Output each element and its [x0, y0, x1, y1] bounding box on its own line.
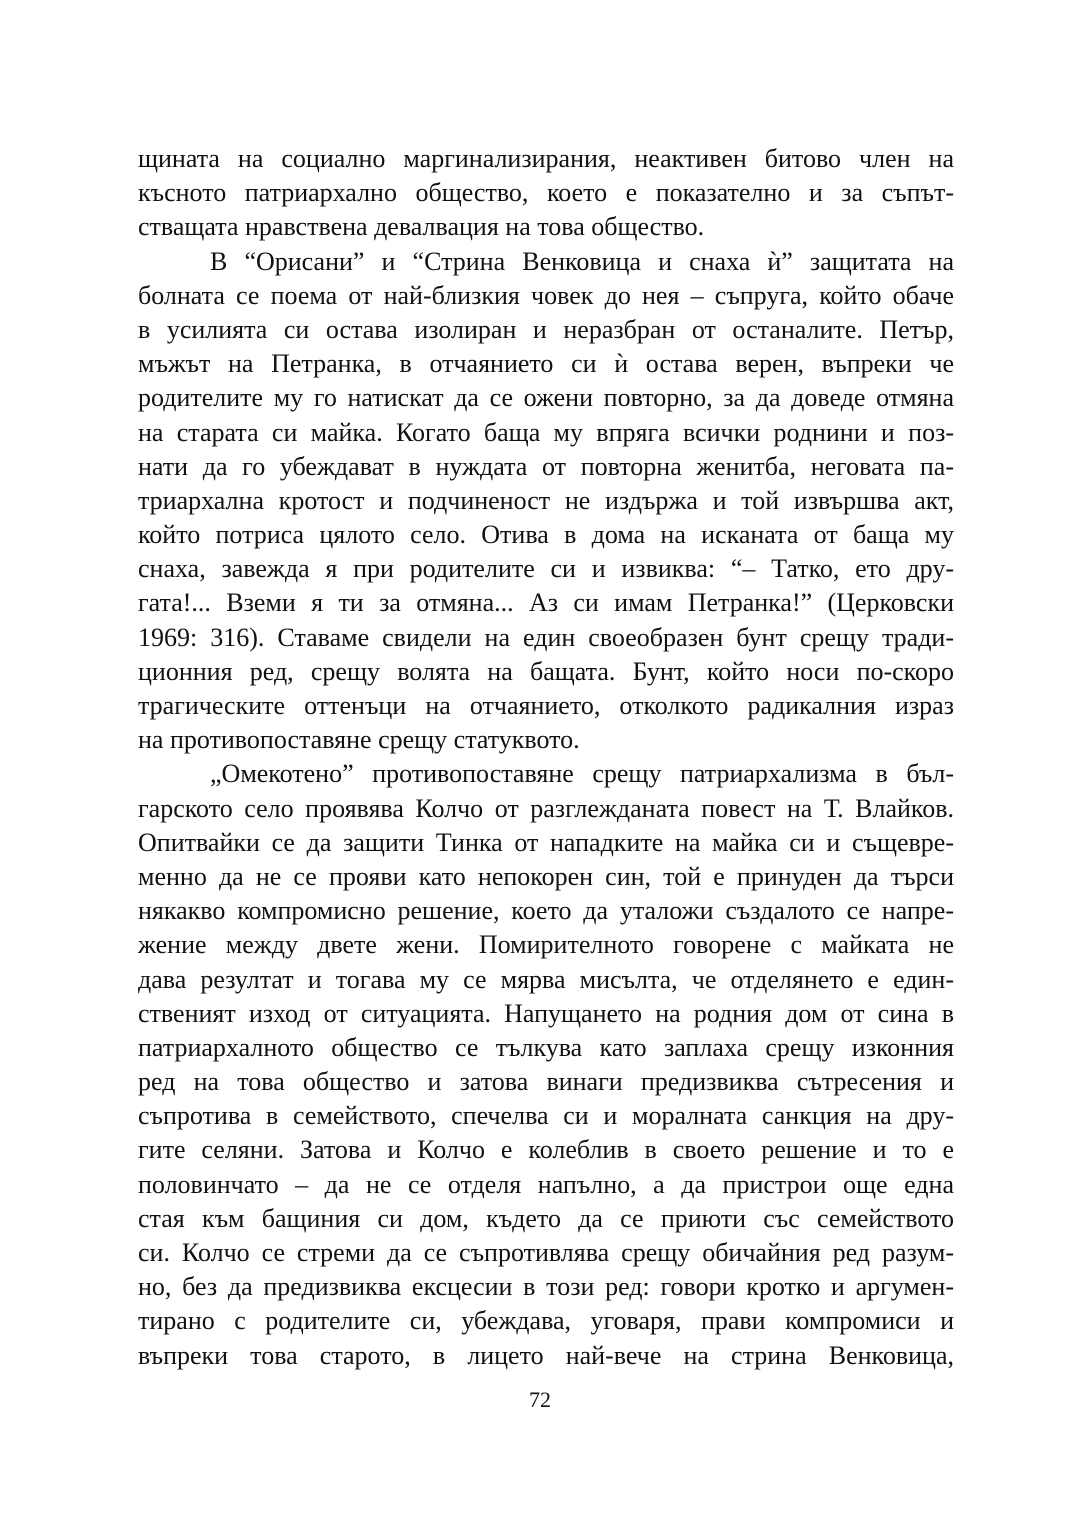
text-line: ственият изход от ситуацията. Напущането на родния дом от сина в: [138, 998, 954, 1028]
text-line: стващата нравствена девалвация на това общество.: [138, 212, 705, 242]
text-line: трагическите оттенъци на отчаянието, отколкото радикалния израз: [138, 691, 954, 720]
text-line: болната се поема от най-близкия човек до нея – съпруга, който обаче: [138, 280, 954, 310]
text-line: половинчато – да не се отделя напълно, а да пристрои още една: [138, 1169, 954, 1199]
text-line: но, без да предизвиква ексцесии в този ред: говори кротко и аргумен-: [138, 1272, 954, 1302]
text-line: гарското село проявява Колчо от разглежданата повест на Т. Влайков.: [138, 793, 954, 823]
text-line: в усилията си остава изолиран и неразбран от останалите. Петър,: [138, 314, 954, 344]
paragraph-start-line: В “Орисани” и “Стрина Венковица и снаха ѝ” защитата на: [210, 246, 954, 276]
text-line: гата!... Вземи я ти за отмяна... Аз си имам Петранка!” (Церковски: [138, 588, 954, 618]
text-line: си. Колчо се стреми да се съпротивлява срещу обичайния ред разум-: [138, 1238, 954, 1267]
text-line: ционния ред, срещу волята на бащата. Бунт, който носи по-скоро: [138, 656, 954, 686]
text-line: нати да го убеждават в нуждата от повторна женитба, неговата па-: [138, 451, 954, 481]
text-line: снаха, завежда я при родителите си и извиква: “– Татко, ето дру-: [138, 554, 954, 584]
text-line: който потриса цялото село. Отива в дома на исканата от баща му: [138, 520, 954, 550]
text-line: родителите му го натискат да се ожени повторно, за да доведе отмяна: [138, 383, 954, 413]
text-line: късното патриархално общество, което е показателно и за съпът-: [138, 178, 954, 208]
text-line: жение между двете жени. Помирителното говорене с майката не: [138, 930, 954, 960]
page-number: 72: [529, 1387, 551, 1412]
text-line: триархална кротост и подчиненост не издържа и той извършва акт,: [138, 485, 954, 515]
text-line: на противопоставяне срещу статуквото.: [138, 725, 580, 755]
text-line: дава резултат и тогава му се мярва мисълта, че отделянето е един-: [138, 964, 954, 994]
text-line: ред на това общество и затова винаги предизвиква сътресения и: [138, 1067, 954, 1097]
text-line: менно да не се прояви като непокорен син, той е принуден да търси: [138, 861, 954, 891]
text-line: 1969: 316). Ставаме свидели на един своеобразен бунт срещу тради-: [138, 622, 954, 652]
text-line: гите селяни. Затова и Колчо е колеблив в своето решение и то е: [138, 1135, 954, 1165]
text-line: съпротива в семейството, спечелва си и моралната санкция на дру-: [138, 1101, 954, 1131]
text-line: на старата си майка. Когато баща му впряга всички роднини и поз-: [138, 417, 954, 447]
text-line: някакво компромисно решение, което да уталожи създалото се напре-: [138, 896, 954, 926]
text-line: Опитвайки се да защити Тинка от нападките на майка си и същевре-: [138, 827, 954, 857]
body-text: [138, 142, 954, 1373]
text-line: мъжът на Петранка, в отчаянието си ѝ остава верен, въпреки че: [138, 349, 954, 379]
text-line: стая към бащиния си дом, където да се приюти със семейството: [138, 1203, 954, 1233]
paragraph-start-line: „Омекотено” противопоставяне срещу патриархализма в бъл-: [210, 759, 954, 789]
text-line: щината на социално маргинализирания, неактивен битово член на: [138, 144, 954, 173]
text-line: тирано с родителите си, убеждава, уговаря, прави компромиси и: [138, 1306, 954, 1336]
text-line: патриархалното общество се тълкува като заплаха срещу изконния: [138, 1032, 954, 1062]
text-line: въпреки това старото, в лицето най-вече на стрина Венковица,: [138, 1340, 954, 1370]
